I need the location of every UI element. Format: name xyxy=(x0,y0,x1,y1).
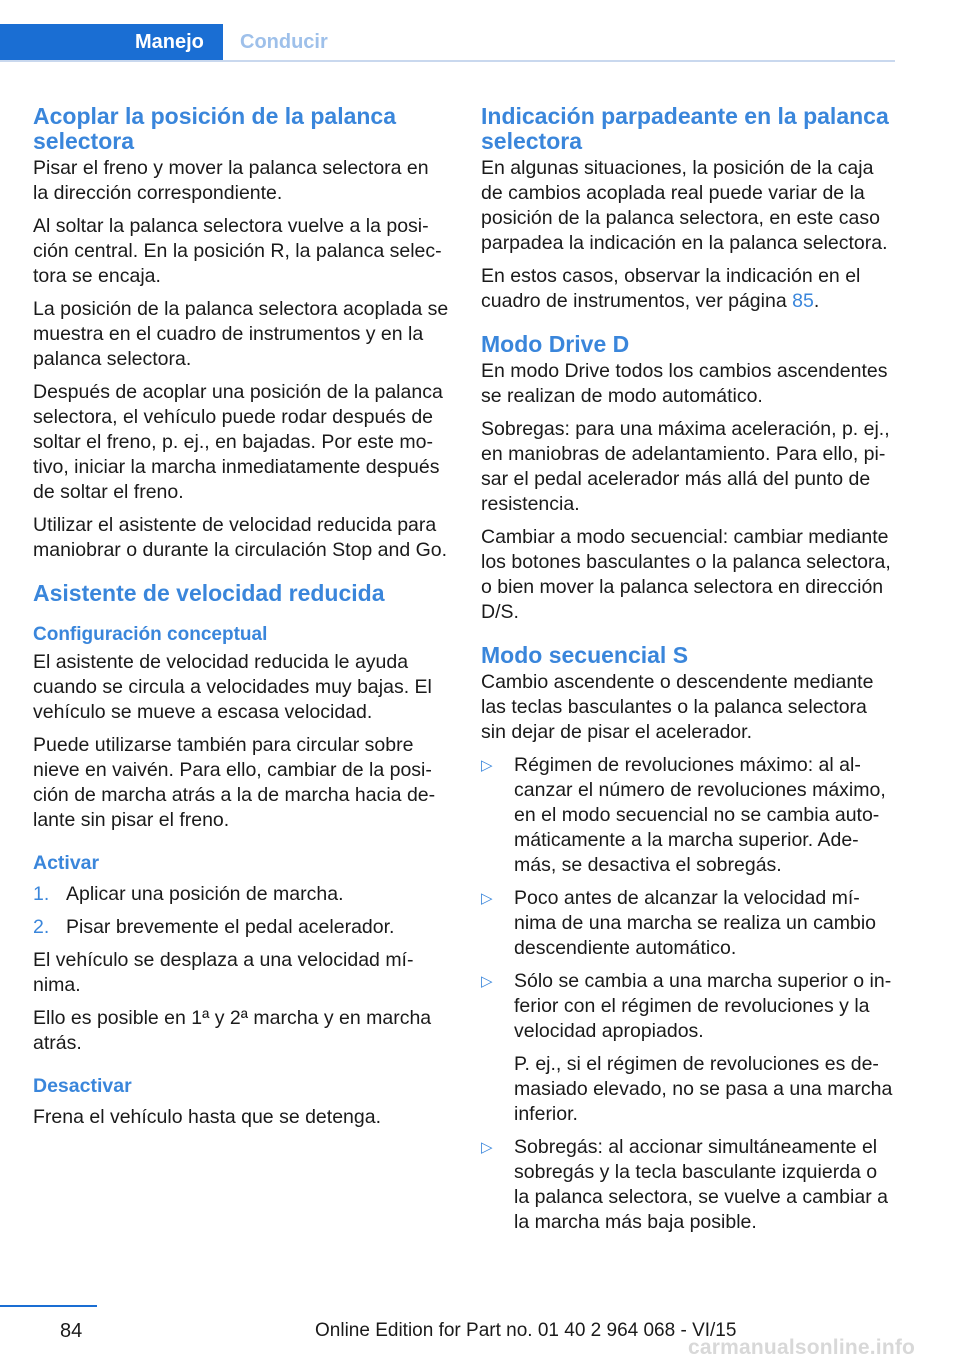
paragraph: Ello es posible en 1ª y 2ª marcha y en marcha atrás. xyxy=(33,1007,432,1054)
bullet-subtext: P. ej., si el régimen de revoluciones es de‐masiado elevado, no se pasa a una marcha inferior. xyxy=(514,1053,893,1125)
list-item xyxy=(481,753,897,878)
list-item xyxy=(481,1135,897,1235)
bullet-text: Régimen de revoluciones máximo: al al‐canzar el número de revoluciones máximo, en el modo secuencial no se cambia auto‐máticamente a la marcha superior. Ade‐más, se desactiva el sobregás. xyxy=(514,754,886,876)
left-column xyxy=(33,100,449,1138)
list-item xyxy=(33,882,449,907)
bullet-text: Sobregás: al accionar simultáneamente el sobregás y la tecla basculante izquierda o la palanca selectora, se vuelve a cambiar a la marcha más baja posible. xyxy=(514,1136,888,1233)
page-number: 84 xyxy=(60,1320,83,1342)
paragraph: Puede utilizarse también para circular sobre nieve en vaivén. Para ello, cambiar de la posi‐ción de marcha atrás a la de marcha hacia de‐lante sin pisar el freno. xyxy=(33,734,436,831)
paragraph: Utilizar el asistente de velocidad reducida para maniobrar o durante la circulación Stop and Go. xyxy=(33,514,448,561)
triangle-bullet-icon: ▷ xyxy=(481,890,493,907)
paragraph: En modo Drive todos los cambios ascendentes se realizan de modo automático. xyxy=(481,360,888,407)
paragraph: En algunas situaciones, la posición de la caja de cambios acoplada real puede variar de la posición de la palanca selectora, en este caso parpadea la indicación en la palanca selectora. xyxy=(481,157,888,254)
watermark: carmanualsonline.info xyxy=(688,1336,916,1359)
paragraph: Cambiar a modo secuencial: cambiar mediante los botones basculantes o la palanca selectora, o bien mover la palanca selectora en dirección D/S. xyxy=(481,526,891,623)
paragraph: La posición de la palanca selectora acoplada se muestra en el cuadro de instrumentos y en la palanca selectora. xyxy=(33,298,449,370)
tab-manejo[interactable]: Manejo xyxy=(0,24,223,60)
heading-indicacion: Indicación parpadeante en la palanca selectora xyxy=(481,103,889,154)
heading-drive: Modo Drive D xyxy=(481,331,630,357)
header-divider xyxy=(0,60,895,62)
subheading-desactivar: Desactivar xyxy=(33,1075,132,1097)
page-link[interactable]: 85 xyxy=(792,290,814,312)
paragraph: Pisar el freno y mover la palanca selectora en la dirección correspondiente. xyxy=(33,157,429,204)
subheading-activar: Activar xyxy=(33,852,100,874)
triangle-bullet-icon: ▷ xyxy=(481,757,493,774)
footer-rule xyxy=(0,1305,97,1307)
triangle-bullet-icon: ▷ xyxy=(481,1139,493,1156)
subheading-configuracion: Configuración conceptual xyxy=(33,624,268,645)
paragraph: Cambio ascendente o descendente mediante las teclas basculantes o la palanca selectora sin dejar de pisar el acelerador. xyxy=(481,671,874,743)
list-item xyxy=(481,969,897,1127)
header-tabbar xyxy=(0,24,895,62)
edition-text: Online Edition for Part no. 01 40 2 964 068 - VI/15 xyxy=(315,1320,737,1341)
step-number: 1. xyxy=(33,883,50,905)
paragraph-text: En estos casos, observar la indicación en el cuadro de instrumentos, ver página xyxy=(481,265,861,312)
heading-asistente: Asistente de velocidad reducida xyxy=(33,580,385,606)
triangle-bullet-icon: ▷ xyxy=(481,973,493,990)
step-text: Aplicar una posición de marcha. xyxy=(66,883,344,905)
paragraph: Después de acoplar una posición de la palanca selectora, el vehículo puede rodar después de soltar el freno, p. ej., en bajadas. Por este mo‐tivo, iniciar la marcha inmediatamente después de soltar el freno. xyxy=(33,381,443,503)
step-number: 2. xyxy=(33,916,50,938)
paragraph: Sobregas: para una máxima aceleración, p. ej., en maniobras de adelantamiento. Para ello, pi‐sar el pedal acelerador más allá del punto de resistencia. xyxy=(481,418,890,515)
paragraph: Frena el vehículo hasta que se detenga. xyxy=(33,1106,381,1128)
heading-secuencial: Modo secuencial S xyxy=(481,642,689,668)
heading-acoplar: Acoplar la posición de la palanca selectora xyxy=(33,103,397,154)
paragraph xyxy=(481,264,897,314)
paragraph: El asistente de velocidad reducida le ayuda cuando se circula a velocidades muy bajas. El vehículo se mueve a escasa velocidad. xyxy=(33,651,432,723)
bullet-text: Sólo se cambia a una marcha superior o in‐ferior con el régimen de revoluciones y la velocidad apropiados. xyxy=(514,970,892,1042)
list-item xyxy=(33,915,449,940)
paragraph: Al soltar la palanca selectora vuelve a la posi‐ción central. En la posición R, la palanca selec‐tora se encaja. xyxy=(33,215,442,287)
right-column xyxy=(481,100,897,1243)
step-text: Pisar brevemente el pedal acelerador. xyxy=(66,916,395,938)
paragraph-end: . xyxy=(813,290,820,312)
list-item xyxy=(481,886,897,961)
paragraph: El vehículo se desplaza a una velocidad mí‐nima. xyxy=(33,949,414,996)
bullet-text: Poco antes de alcanzar la velocidad mí‐nima de una marcha se realiza un cambio descendiente automático. xyxy=(514,887,877,959)
tab-conducir[interactable]: Conducir xyxy=(240,31,328,53)
